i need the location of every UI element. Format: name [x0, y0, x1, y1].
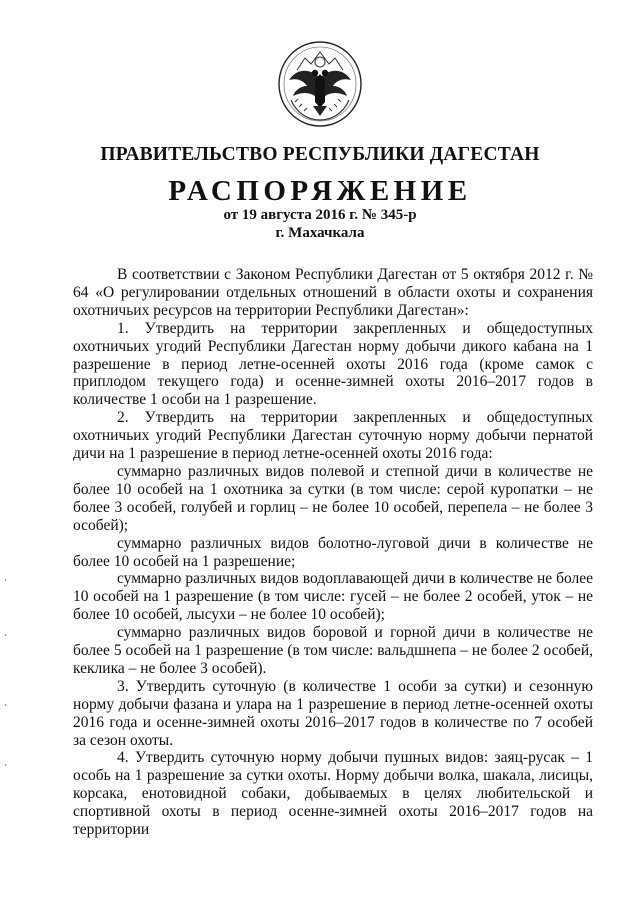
- paragraph-marsh-game: суммарно различных видов болотно-луговой дичи в количестве не более 10 особей на 1 разрешение;: [73, 534, 593, 570]
- dagestan-eagle-emblem-icon: [277, 40, 363, 128]
- paragraph-upland-game: суммарно различных видов боровой и горной дичи в количестве не более 5 особей на 1 разрешение (в том числе: вальдшнепа – не более 2 особей, кеклика – не более 3 особей).: [73, 624, 593, 677]
- document-city: г. Махачкала: [275, 225, 365, 241]
- document-body: [73, 266, 593, 839]
- document-date-number: от 19 августа 2016 г. № 345-р: [223, 207, 417, 223]
- paragraph-item-1: 1. Утвердить на территории закрепленных и общедоступных охотничьих угодий Республики Дагестан норму добычи дикого кабана на 1 разрешение в период летне-осенней охоты 2016 года (кроме самок с приплодом текущего года) и осенне-зимней охоты 2016–2017 годов в количестве 1 особи на 1 разрешение.: [73, 319, 593, 409]
- paragraph-waterfowl: суммарно различных видов водоплавающей дичи в количестве не более 10 особей на 1 разрешение (в том числе: гусей – не более 2 особей, уток – не более 10 особей, лысухи – не более 10 особей);: [73, 570, 593, 624]
- paragraph-item-3: 3. Утвердить суточную (в количестве 1 особи за сутки) и сезонную норму добычи фазана и улара на 1 разрешение в период летне-осенней охоты 2016 года и осенне-зимней охоты 2016–2017 годов в количестве по 7 особей за сезон охоты.: [73, 677, 593, 749]
- paragraph-item-2: 2. Утвердить на территории закрепленных и общедоступных охотничьих угодий Республики Дагестан суточную норму добычи пернатой дичи на 1 разрешение в период летне-осенней охоты 2016 года:: [73, 409, 593, 463]
- paragraph-field-game: суммарно различных видов полевой и степной дичи в количестве не более 10 особей на 1 охотника за сутки (в том числе: серой куропатки – не более 3 особей, голубей и горлиц – не более 10 особей, перепела – не более 3 особей);: [73, 462, 593, 534]
- document-type-title: РАСПОРЯЖЕНИЕ: [168, 175, 472, 207]
- paragraph-item-4: 4. Утвердить суточную норму добычи пушных видов: заяц-русак – 1 особь на 1 разрешение за сутки охоты. Норму добычи волка, шакала, лисицы, корсака, енотовидной собаки, добываемых в целях любительской и спортивной охоты в период осенне-зимней охоты 2016–2017 годов на территории: [73, 749, 593, 839]
- government-title: ПРАВИТЕЛЬСТВО РЕСПУБЛИКИ ДАГЕСТАН: [100, 144, 540, 165]
- paragraph-preamble: В соответствии с Законом Республики Дагестан от 5 октября 2012 г. № 64 «О регулировании отдельных отношений в области охоты и сохранения охотничьих ресурсов на территории Республики Дагестан»:: [73, 266, 593, 319]
- scan-margin-marks: [4, 575, 7, 775]
